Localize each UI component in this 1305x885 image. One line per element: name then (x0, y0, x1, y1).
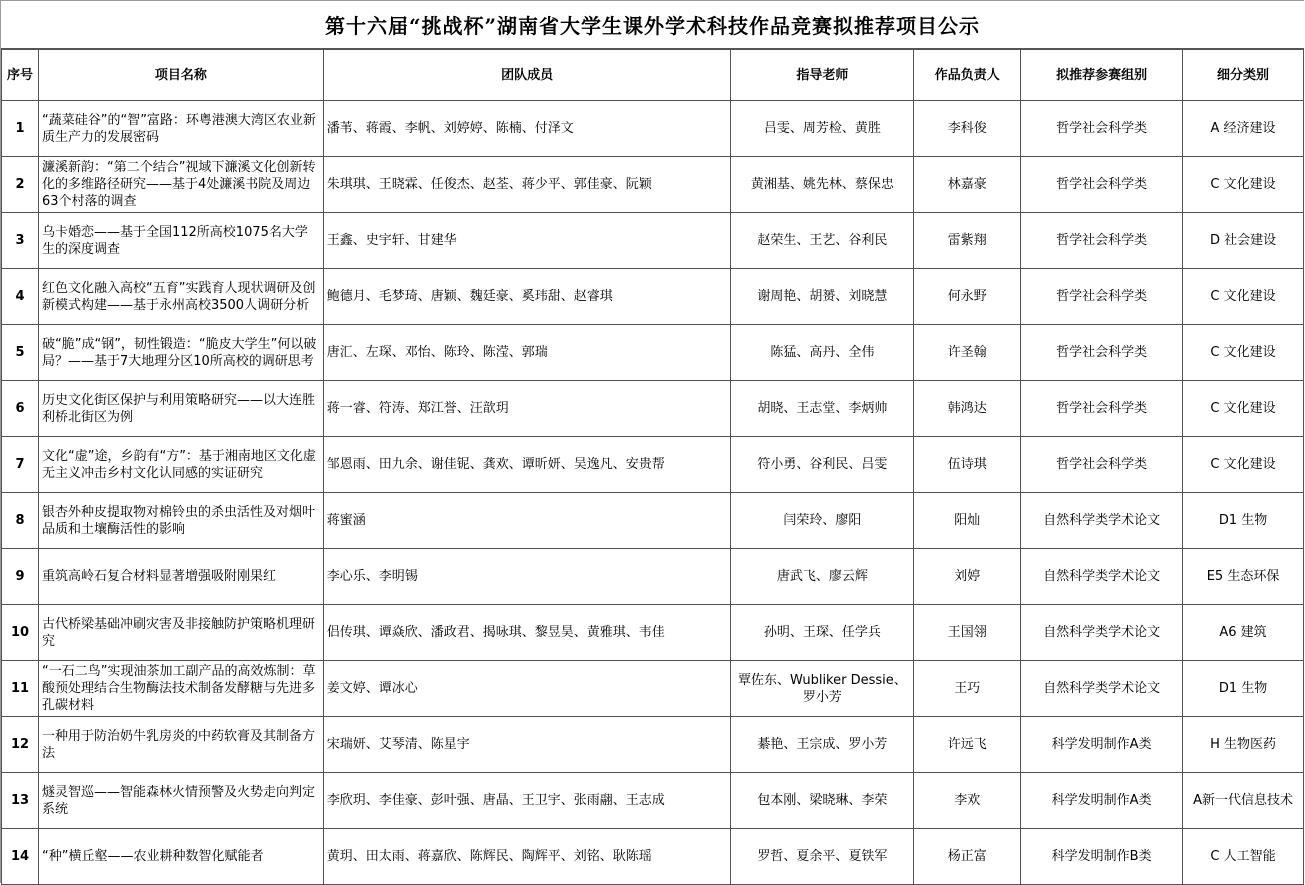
cell-group-text: 自然科学类学术论文 (1043, 625, 1161, 640)
cell-category (1183, 717, 1304, 773)
cell-team-members (323, 605, 731, 661)
cell-team-members (323, 829, 731, 885)
cell-team-members (323, 493, 731, 549)
cell-category (1183, 493, 1304, 549)
cell-group (1021, 549, 1183, 605)
cell-advisors (731, 493, 914, 549)
cell-category-text: D1 生物 (1218, 513, 1268, 528)
table-row (2, 101, 1304, 157)
table-row (2, 213, 1304, 269)
cell-project-name (38, 661, 323, 717)
table-row (2, 605, 1304, 661)
cell-no-text: 8 (15, 513, 25, 528)
cell-category (1183, 661, 1304, 717)
cell-category-text: C 文化建设 (1210, 457, 1276, 472)
cell-no-text: 9 (15, 569, 25, 584)
cell-category (1183, 269, 1304, 325)
cell-team-members-text: 蒋蜜涵 (326, 513, 366, 528)
header-project-name: 项目名称 (38, 50, 323, 101)
cell-lead (914, 661, 1021, 717)
cell-category-text: D 社会建设 (1209, 233, 1277, 248)
table-row (2, 493, 1304, 549)
cell-category (1183, 325, 1304, 381)
cell-group (1021, 101, 1183, 157)
cell-advisors-text: 符小勇、谷利民、吕雯 (757, 457, 888, 472)
cell-lead (914, 213, 1021, 269)
cell-team-members-text: 宋瑞妍、艾琴清、陈星宇 (326, 737, 470, 752)
cell-no-text: 3 (15, 233, 25, 248)
cell-project-name-text: “一石二鸟”实现油茶加工副产品的高效炼制：草酸预处理结合生物酶法技术制备发酵糖与先进多孔碳材料 (41, 664, 316, 713)
cell-team-members (323, 773, 731, 829)
cell-group (1021, 493, 1183, 549)
cell-category (1183, 157, 1304, 213)
cell-advisors (731, 661, 914, 717)
project-table (1, 49, 1304, 885)
cell-category-text: C 人工智能 (1210, 849, 1276, 864)
cell-advisors-text: 黄湘基、姚先林、蔡保忠 (750, 177, 894, 192)
cell-project-name (38, 437, 323, 493)
table-row (2, 549, 1304, 605)
cell-project-name-text: “蔬菜硅谷”的“智”富路：环粤港澳大湾区农业新质生产力的发展密码 (41, 112, 316, 145)
cell-no-text: 12 (10, 737, 30, 752)
cell-advisors-text: 罗哲、夏余平、夏铁军 (757, 849, 888, 864)
cell-group (1021, 717, 1183, 773)
cell-group (1021, 661, 1183, 717)
cell-team-members-text: 唐汇、左琛、邓怡、陈玲、陈滢、郭瑞 (326, 345, 548, 360)
cell-advisors (731, 605, 914, 661)
cell-project-name (38, 101, 323, 157)
cell-advisors (731, 549, 914, 605)
cell-group-text: 自然科学类学术论文 (1043, 681, 1161, 696)
cell-lead-text: 何永野 (947, 289, 987, 304)
cell-project-name (38, 269, 323, 325)
cell-group-text: 哲学社会科学类 (1056, 233, 1148, 248)
cell-team-members-text: 潘苇、蒋霞、李帆、刘婷婷、陈楠、付泽文 (326, 121, 574, 136)
cell-lead-text: 杨正富 (947, 849, 987, 864)
cell-category-text: H 生物医药 (1210, 737, 1276, 752)
cell-no (2, 605, 39, 661)
cell-project-name-text: 破“脆”成“钢”，韧性锻造：“脆皮大学生”何以破局？——基于7大地理分区10所高校的调研思考 (41, 336, 317, 369)
cell-category-text: A新一代信息技术 (1193, 793, 1293, 808)
title-row (1, 1, 1304, 49)
cell-group-text: 哲学社会科学类 (1056, 289, 1148, 304)
cell-lead-text: 王巧 (954, 681, 981, 696)
cell-team-members (323, 549, 731, 605)
cell-team-members (323, 269, 731, 325)
cell-no (2, 325, 39, 381)
cell-group-text: 哲学社会科学类 (1056, 345, 1148, 360)
header-advisors: 指导老师 (731, 50, 914, 101)
cell-group-text: 哲学社会科学类 (1056, 177, 1148, 192)
cell-category-text: C 文化建设 (1210, 289, 1276, 304)
table-row (2, 325, 1304, 381)
header-row (2, 50, 1304, 101)
cell-no-text: 5 (15, 345, 25, 360)
cell-advisors-text: 赵荣生、王艺、谷利民 (757, 233, 888, 248)
cell-group-text: 哲学社会科学类 (1056, 121, 1148, 136)
cell-project-name-text: 古代桥梁基础冲刷灾害及非接触防护策略机理研究 (41, 616, 315, 649)
cell-advisors (731, 381, 914, 437)
cell-category (1183, 605, 1304, 661)
cell-no-text: 11 (10, 681, 30, 696)
cell-no-text: 14 (10, 849, 30, 864)
cell-lead-text: 韩鸿达 (947, 401, 987, 416)
cell-team-members-text: 蒋一睿、符涛、郑江誉、汪歆玥 (326, 401, 509, 416)
cell-advisors-text: 包本刚、梁晓琳、李荣 (757, 793, 888, 808)
cell-lead (914, 717, 1021, 773)
cell-lead (914, 493, 1021, 549)
cell-no-text: 6 (15, 401, 25, 416)
cell-group-text: 哲学社会科学类 (1056, 401, 1148, 416)
cell-team-members-text: 姜文婷、谭冰心 (326, 681, 418, 696)
cell-project-name (38, 325, 323, 381)
cell-no-text: 13 (10, 793, 30, 808)
cell-group-text: 自然科学类学术论文 (1043, 513, 1161, 528)
cell-lead-text: 林嘉豪 (947, 177, 987, 192)
cell-advisors-text: 吕雯、周芳检、黄胜 (763, 121, 881, 136)
cell-advisors-text: 胡晓、王志堂、李炳帅 (757, 401, 888, 416)
cell-group (1021, 829, 1183, 885)
cell-project-name-text: 燧灵智巡——智能森林火情预警及火势走向判定系统 (41, 784, 315, 817)
cell-category-text: A 经济建设 (1210, 121, 1276, 136)
cell-lead-text: 阳灿 (954, 513, 981, 528)
cell-group (1021, 213, 1183, 269)
cell-group (1021, 605, 1183, 661)
cell-lead (914, 325, 1021, 381)
header-no: 序号 (2, 50, 39, 101)
cell-no (2, 157, 39, 213)
cell-team-members-text: 黄玥、田太雨、蒋嘉欣、陈辉民、陶辉平、刘铭、耿陈瑶 (326, 849, 652, 864)
cell-group (1021, 381, 1183, 437)
cell-group (1021, 157, 1183, 213)
cell-project-name-text: 一种用于防治奶牛乳房炎的中药软膏及其制备方法 (41, 728, 315, 761)
cell-no (2, 437, 39, 493)
cell-advisors-text: 綦艳、王宗成、罗小芳 (757, 737, 888, 752)
cell-group (1021, 437, 1183, 493)
table-row (2, 437, 1304, 493)
cell-category (1183, 437, 1304, 493)
cell-project-name (38, 213, 323, 269)
cell-advisors-text: 闫荣玲、廖阳 (783, 513, 862, 528)
cell-lead (914, 549, 1021, 605)
cell-no (2, 101, 39, 157)
cell-project-name (38, 773, 323, 829)
cell-advisors (731, 213, 914, 269)
cell-project-name-text: 文化“虚”途，乡韵有“方”：基于湘南地区文化虚无主义冲击乡村文化认同感的实证研究 (41, 448, 316, 481)
cell-advisors (731, 437, 914, 493)
cell-category-text: C 文化建设 (1210, 177, 1276, 192)
cell-project-name-text: 历史文化街区保护与利用策略研究——以大连胜利桥北街区为例 (41, 392, 315, 425)
cell-team-members (323, 101, 731, 157)
cell-lead-text: 李欢 (954, 793, 981, 808)
cell-advisors-text: 孙明、王琛、任学兵 (763, 625, 881, 640)
cell-advisors-text: 唐武飞、廖云辉 (776, 569, 868, 584)
cell-group (1021, 269, 1183, 325)
cell-advisors (731, 157, 914, 213)
cell-project-name (38, 605, 323, 661)
cell-no (2, 213, 39, 269)
cell-no (2, 773, 39, 829)
table-row (2, 773, 1304, 829)
cell-category-text: A6 建筑 (1219, 625, 1267, 640)
cell-lead-text: 王国翎 (947, 625, 987, 640)
cell-team-members (323, 661, 731, 717)
cell-advisors (731, 101, 914, 157)
cell-lead (914, 605, 1021, 661)
cell-category (1183, 773, 1304, 829)
cell-advisors (731, 829, 914, 885)
cell-advisors (731, 269, 914, 325)
cell-lead (914, 157, 1021, 213)
cell-project-name-text: 濂溪新韵：“第二个结合”视域下濂溪文化创新转化的多维路径研究——基于4处濂溪书院及周边63个村落的调查 (41, 160, 316, 209)
cell-team-members-text: 侣传琪、谭焱欣、潘政君、揭咏琪、黎昱昊、黄雅琪、韦佳 (326, 625, 665, 640)
cell-no (2, 829, 39, 885)
cell-lead (914, 829, 1021, 885)
cell-advisors-text: 谢周艳、胡赟、刘晓慧 (757, 289, 888, 304)
cell-lead (914, 773, 1021, 829)
cell-category (1183, 829, 1304, 885)
cell-category (1183, 101, 1304, 157)
cell-lead-text: 李科俊 (947, 121, 987, 136)
cell-no-text: 4 (15, 289, 25, 304)
table-row (2, 717, 1304, 773)
cell-team-members (323, 325, 731, 381)
cell-project-name-text: 乌卡婚恋——基于全国112所高校1075名大学生的深度调查 (41, 224, 308, 257)
cell-project-name (38, 717, 323, 773)
cell-category (1183, 549, 1304, 605)
cell-lead (914, 437, 1021, 493)
cell-project-name-text: “种”横丘壑——农业耕种数智化赋能者 (41, 849, 264, 864)
cell-project-name (38, 381, 323, 437)
cell-project-name-text: 重筑高岭石复合材料显著增强吸附刚果红 (41, 569, 276, 584)
cell-no (2, 493, 39, 549)
cell-team-members (323, 213, 731, 269)
cell-project-name-text: 银杏外种皮提取物对棉铃虫的杀虫活性及对烟叶品质和土壤酶活性的影响 (41, 504, 315, 537)
cell-advisors (731, 717, 914, 773)
table-row (2, 157, 1304, 213)
cell-lead-text: 雷紫翔 (947, 233, 987, 248)
cell-team-members-text: 李欣玥、李佳豪、彭叶强、唐晶、王卫宇、张雨翮、王志成 (326, 793, 665, 808)
cell-advisors (731, 325, 914, 381)
header-category: 细分类别 (1183, 50, 1304, 101)
header-lead: 作品负责人 (914, 50, 1021, 101)
cell-no (2, 661, 39, 717)
cell-team-members-text: 邹恩雨、田九余、谢佳铌、龚欢、谭昕妍、吴逸凡、安贵帮 (326, 457, 665, 472)
cell-category-text: D1 生物 (1218, 681, 1268, 696)
page-title: 第十六届“挑战杯”湖南省大学生课外学术科技作品竞赛拟推荐项目公示 (324, 14, 980, 38)
cell-lead (914, 269, 1021, 325)
cell-no (2, 549, 39, 605)
cell-group-text: 自然科学类学术论文 (1043, 569, 1161, 584)
cell-category-text: E5 生态环保 (1206, 569, 1280, 584)
cell-no-text: 7 (15, 457, 25, 472)
cell-team-members (323, 157, 731, 213)
cell-team-members-text: 鲍德月、毛梦琦、唐颖、魏廷豪、奚玮甜、赵睿琪 (326, 289, 613, 304)
cell-group (1021, 325, 1183, 381)
table-row (2, 829, 1304, 885)
cell-team-members (323, 717, 731, 773)
cell-lead-text: 许远飞 (947, 737, 987, 752)
cell-no-text: 2 (15, 177, 25, 192)
cell-project-name (38, 157, 323, 213)
cell-advisors-text: 陈猛、高丹、全伟 (770, 345, 875, 360)
header-team-members: 团队成员 (323, 50, 731, 101)
cell-team-members (323, 381, 731, 437)
cell-lead (914, 381, 1021, 437)
cell-project-name (38, 549, 323, 605)
table-row (2, 269, 1304, 325)
cell-team-members-text: 朱琪琪、王晓霖、任俊杰、赵荃、蒋少平、郭佳豪、阮颖 (326, 177, 652, 192)
cell-category-text: C 文化建设 (1210, 401, 1276, 416)
cell-no (2, 381, 39, 437)
cell-category (1183, 381, 1304, 437)
header-group: 拟推荐参赛组别 (1021, 50, 1183, 101)
cell-lead-text: 许圣翰 (947, 345, 987, 360)
cell-project-name-text: 红色文化融入高校“五育”实践育人现状调研及创新模式构建——基于永州高校3500人调研分析 (41, 280, 316, 313)
cell-group (1021, 773, 1183, 829)
table-row (2, 381, 1304, 437)
cell-lead (914, 101, 1021, 157)
table-row (2, 661, 1304, 717)
cell-group-text: 科学发明制作A类 (1051, 793, 1152, 808)
cell-category (1183, 213, 1304, 269)
cell-group-text: 哲学社会科学类 (1056, 457, 1148, 472)
cell-category-text: C 文化建设 (1210, 345, 1276, 360)
cell-project-name (38, 493, 323, 549)
cell-project-name (38, 829, 323, 885)
cell-lead-text: 刘婷 (954, 569, 981, 584)
cell-team-members-text: 李心乐、李明锡 (326, 569, 418, 584)
cell-team-members (323, 437, 731, 493)
cell-team-members-text: 王鑫、史宇轩、甘建华 (326, 233, 457, 248)
cell-advisors (731, 773, 914, 829)
cell-no-text: 10 (10, 625, 30, 640)
cell-no (2, 717, 39, 773)
cell-group-text: 科学发明制作B类 (1051, 849, 1152, 864)
cell-group-text: 科学发明制作A类 (1051, 737, 1152, 752)
cell-no (2, 269, 39, 325)
cell-advisors-text: 覃佐东、Wubliker Dessie、罗小芳 (737, 672, 907, 705)
cell-no-text: 1 (15, 121, 25, 136)
cell-lead-text: 伍诗琪 (947, 457, 987, 472)
